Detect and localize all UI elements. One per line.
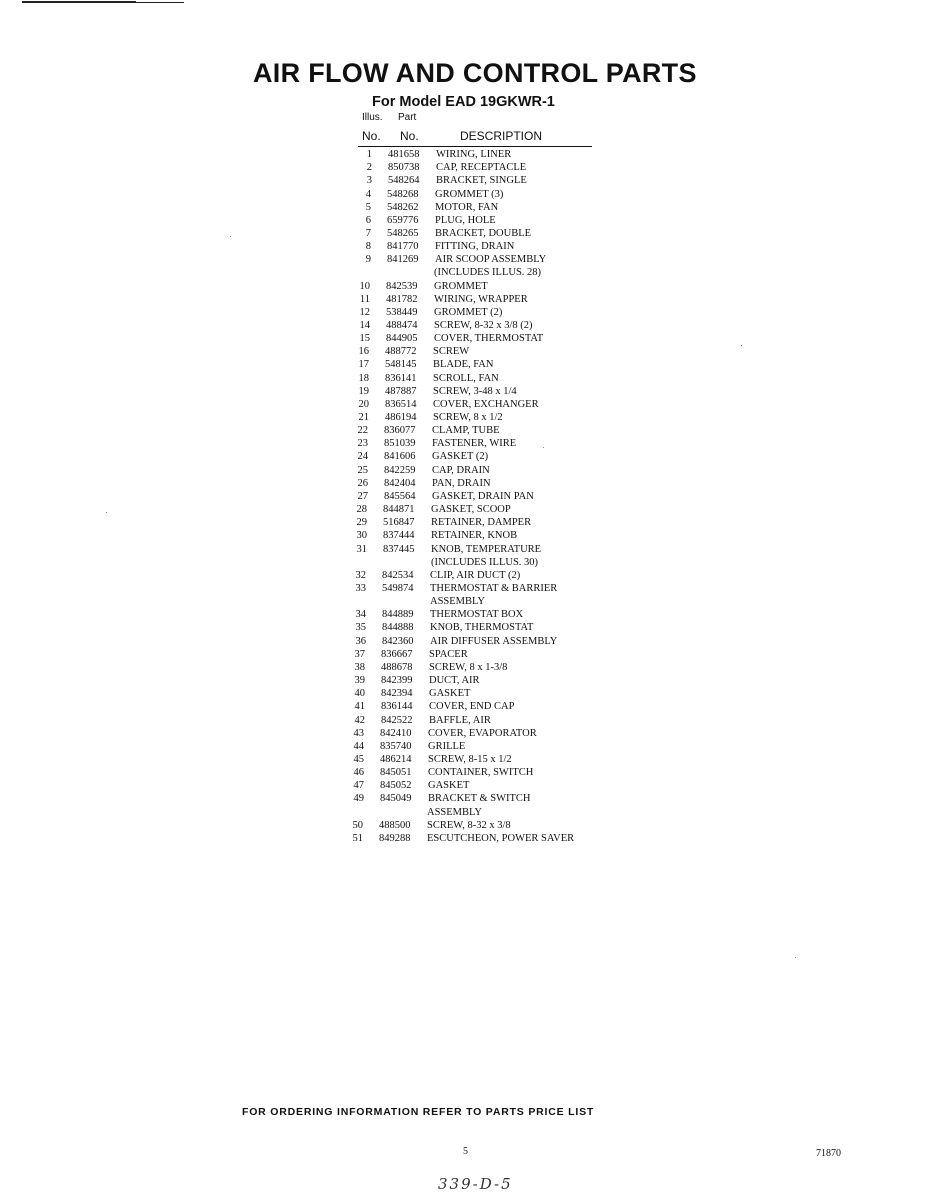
part-description: ASSEMBLY — [427, 806, 482, 818]
part-number: 842410 — [380, 727, 412, 739]
table-row — [0, 661, 948, 674]
part-description: THERMOSTAT & BARRIER — [430, 582, 558, 594]
illus-number: 28 — [356, 504, 367, 516]
scan-speck — [230, 236, 231, 237]
part-number: 836141 — [385, 372, 417, 384]
part-description: CLAMP, TUBE — [432, 425, 500, 437]
part-number: 844905 — [386, 333, 418, 345]
model-subtitle: For Model EAD 19GKWR-1 — [372, 94, 555, 110]
part-description: SCREW, 8 x 1/2 — [433, 412, 503, 423]
header-part-label: Part — [398, 112, 417, 123]
table-row — [0, 477, 948, 490]
part-number: 842394 — [381, 688, 413, 700]
part-description: BAFFLE, AIR — [429, 714, 491, 726]
part-number: 841770 — [387, 241, 419, 252]
part-description: COVER, THERMOSTAT — [434, 333, 544, 345]
part-number: 844888 — [382, 622, 414, 634]
page-number: 5 — [463, 1146, 468, 1157]
part-description: COVER, END CAP — [429, 701, 515, 713]
illus-number: 41 — [354, 701, 365, 713]
illus-number: 3 — [366, 175, 372, 187]
table-row — [0, 201, 948, 214]
table-row — [0, 806, 948, 819]
table-row — [0, 556, 948, 569]
table-row — [0, 529, 948, 542]
part-description: BRACKET & SWITCH — [428, 793, 531, 805]
part-description: ESCUTCHEON, POWER SAVER — [427, 832, 575, 844]
table-row — [0, 766, 948, 779]
table-row — [0, 516, 948, 529]
part-number: 488772 — [385, 346, 417, 358]
table-row — [0, 253, 948, 266]
part-description: CAP, DRAIN — [432, 464, 490, 476]
illus-number: 50 — [352, 819, 363, 831]
table-row — [0, 424, 948, 437]
part-number: 842259 — [384, 464, 416, 476]
table-row — [0, 832, 948, 845]
part-number: 488474 — [386, 320, 418, 331]
table-row — [0, 358, 948, 371]
part-number: 845052 — [380, 780, 412, 792]
illus-number: 15 — [359, 333, 370, 345]
part-description: SCREW, 8-32 x 3/8 — [427, 819, 511, 831]
part-description: (INCLUDES ILLUS. 28) — [434, 267, 542, 279]
illus-number: 25 — [357, 464, 368, 476]
part-description: SCREW, 8-15 x 1/2 — [428, 753, 512, 765]
part-number: 548145 — [385, 359, 417, 371]
part-number: 481658 — [388, 149, 420, 160]
part-description: KNOB, THERMOSTAT — [430, 622, 534, 634]
part-number: 842534 — [382, 569, 414, 581]
part-number: 842399 — [381, 675, 413, 686]
part-number: 849288 — [379, 832, 411, 844]
illus-number: 39 — [354, 675, 365, 686]
part-description: PAN, DRAIN — [432, 477, 491, 489]
illus-number: 9 — [365, 254, 371, 266]
table-row — [0, 779, 948, 792]
part-description: GASKET — [428, 780, 470, 792]
illus-number: 43 — [353, 727, 364, 739]
table-row — [0, 621, 948, 634]
part-description: SCREW — [433, 346, 470, 358]
illus-number: 40 — [354, 688, 365, 700]
illus-number: 45 — [353, 753, 364, 765]
part-description: GROMMET (3) — [435, 188, 504, 200]
part-number: 481782 — [386, 293, 418, 305]
part-description: KNOB, TEMPERATURE — [431, 543, 542, 555]
table-row — [0, 319, 948, 332]
table-row — [0, 266, 948, 279]
part-description: WIRING, LINER — [436, 149, 512, 160]
part-number: 845049 — [380, 793, 412, 805]
illus-number: 12 — [359, 306, 370, 318]
illus-number: 14 — [359, 320, 370, 331]
ordering-note: FOR ORDERING INFORMATION REFER TO PARTS PRICE LIST — [242, 1106, 595, 1118]
illus-number: 35 — [355, 622, 366, 634]
part-number: 488500 — [379, 819, 411, 831]
part-description: BRACKET, SINGLE — [436, 175, 527, 187]
illus-number: 8 — [365, 241, 371, 252]
table-row — [0, 372, 948, 385]
part-description: GRILLE — [428, 740, 466, 752]
illus-number: 29 — [356, 517, 367, 529]
part-number: 842522 — [381, 714, 413, 726]
part-description: MOTOR, FAN — [435, 201, 499, 213]
table-row — [0, 648, 948, 661]
part-number: 836077 — [384, 425, 416, 437]
table-row — [0, 819, 948, 832]
part-number: 851039 — [384, 438, 416, 450]
table-row — [0, 293, 948, 306]
illus-number: 5 — [365, 201, 371, 213]
part-number: 488678 — [381, 661, 413, 673]
part-description: RETAINER, DAMPER — [431, 517, 532, 529]
illus-number: 7 — [365, 227, 371, 239]
table-row — [0, 792, 948, 805]
part-description: BLADE, FAN — [433, 359, 494, 371]
table-row — [0, 161, 948, 174]
part-description: SCREW, 3-48 x 1/4 — [433, 385, 517, 397]
part-number: 548268 — [387, 188, 419, 200]
table-row — [0, 490, 948, 503]
part-description: SCREW, 8-32 x 3/8 (2) — [434, 320, 533, 331]
part-number: 842539 — [386, 280, 418, 292]
table-row — [0, 464, 948, 477]
part-number: 835740 — [380, 740, 412, 752]
table-row — [0, 450, 948, 463]
part-number: 841606 — [384, 451, 416, 463]
part-description: GROMMET (2) — [434, 306, 503, 318]
part-description: GASKET, SCOOP — [431, 504, 511, 516]
page-title: AIR FLOW AND CONTROL PARTS — [253, 58, 697, 88]
scan-speck — [795, 957, 796, 958]
table-row — [0, 740, 948, 753]
illus-number: 30 — [356, 530, 367, 542]
header-illus-no: No. — [362, 129, 381, 143]
table-row — [0, 398, 948, 411]
table-row — [0, 188, 948, 201]
table-row — [0, 608, 948, 621]
part-description: SPACER — [429, 648, 468, 660]
part-description: AIR DIFFUSER ASSEMBLY — [430, 635, 558, 647]
table-row — [0, 543, 948, 556]
table-row — [0, 437, 948, 450]
illus-number: 26 — [357, 477, 368, 489]
table-row — [0, 569, 948, 582]
part-number: 837445 — [383, 543, 415, 555]
table-row — [0, 411, 948, 424]
illus-number: 6 — [365, 214, 371, 226]
illus-number: 38 — [354, 661, 365, 673]
part-number: 487887 — [385, 385, 417, 397]
illus-number: 46 — [353, 767, 364, 779]
part-number: 516847 — [383, 517, 415, 529]
illus-number: 18 — [358, 372, 369, 384]
table-row — [0, 700, 948, 713]
table-row — [0, 306, 948, 319]
illus-number: 1 — [366, 149, 372, 160]
part-number: 841269 — [387, 254, 419, 266]
part-number: 850738 — [388, 162, 420, 174]
table-row — [0, 714, 948, 727]
scan-speck — [741, 345, 742, 346]
part-description: (INCLUDES ILLUS. 30) — [431, 556, 539, 568]
part-description: THERMOSTAT BOX — [430, 609, 524, 621]
header-rule — [358, 146, 592, 147]
illus-number: 4 — [365, 188, 371, 200]
part-number: 659776 — [387, 214, 419, 226]
table-row — [0, 503, 948, 516]
part-description: GASKET, DRAIN PAN — [432, 490, 534, 502]
part-number: 844889 — [382, 609, 414, 621]
part-description: DUCT, AIR — [429, 675, 480, 686]
illus-number: 20 — [358, 398, 369, 410]
part-number: 836144 — [381, 701, 413, 713]
part-description: CAP, RECEPTACLE — [436, 162, 527, 174]
illus-number: 21 — [358, 412, 369, 423]
part-description: COVER, EVAPORATOR — [428, 727, 537, 739]
illus-number: 42 — [354, 714, 365, 726]
illus-number: 49 — [353, 793, 364, 805]
illus-number: 37 — [354, 648, 365, 660]
table-row — [0, 280, 948, 293]
header-part-no: No. — [400, 129, 419, 143]
part-number: 842404 — [384, 477, 416, 489]
illus-number: 27 — [357, 490, 368, 502]
table-row — [0, 687, 948, 700]
part-description: SCROLL, FAN — [433, 372, 499, 384]
illus-number: 24 — [357, 451, 368, 463]
table-row — [0, 727, 948, 740]
part-number: 548262 — [387, 201, 419, 213]
part-number: 486194 — [385, 412, 417, 423]
table-row — [0, 582, 948, 595]
part-description: PLUG, HOLE — [435, 214, 496, 226]
illus-number: 34 — [355, 609, 366, 621]
illus-number: 31 — [356, 543, 367, 555]
table-row — [0, 595, 948, 608]
part-description: FITTING, DRAIN — [435, 241, 515, 252]
part-description: GROMMET — [434, 280, 488, 292]
table-row — [0, 635, 948, 648]
part-number: 837444 — [383, 530, 415, 542]
part-description: SCREW, 8 x 1-3/8 — [429, 661, 508, 673]
table-row — [0, 753, 948, 766]
top-rule-thin — [22, 2, 184, 3]
scan-speck — [543, 447, 544, 448]
header-illus-label: Illus. — [362, 112, 383, 123]
part-number: 844871 — [383, 504, 415, 516]
illus-number: 10 — [359, 280, 370, 292]
header-description: DESCRIPTION — [460, 129, 543, 143]
illus-number: 11 — [359, 293, 370, 305]
illus-number: 36 — [355, 635, 366, 647]
part-number: 836667 — [381, 648, 413, 660]
illus-number: 17 — [358, 359, 369, 371]
illus-number: 22 — [357, 425, 368, 437]
part-number: 538449 — [386, 306, 418, 318]
part-number: 548265 — [387, 227, 419, 239]
scan-speck — [106, 512, 107, 513]
part-description: BRACKET, DOUBLE — [435, 227, 532, 239]
table-row — [0, 214, 948, 227]
part-number: 845051 — [380, 767, 412, 779]
table-row — [0, 385, 948, 398]
part-number: 549874 — [382, 582, 414, 594]
part-description: WIRING, WRAPPER — [434, 293, 528, 305]
part-description: CONTAINER, SWITCH — [428, 767, 534, 779]
part-description: CLIP, AIR DUCT (2) — [430, 569, 521, 581]
illus-number: 33 — [355, 582, 366, 594]
part-description: GASKET (2) — [432, 451, 489, 463]
illus-number: 2 — [366, 162, 372, 174]
table-row — [0, 674, 948, 687]
illus-number: 32 — [355, 569, 366, 581]
table-row — [0, 174, 948, 187]
illus-number: 44 — [353, 740, 364, 752]
document-code: 71870 — [816, 1148, 841, 1159]
part-number: 548264 — [388, 175, 420, 187]
illus-number: 19 — [358, 385, 369, 397]
part-description: AIR SCOOP ASSEMBLY — [435, 254, 547, 266]
illus-number: 51 — [352, 832, 363, 844]
part-description: GASKET — [429, 688, 471, 700]
part-number: 486214 — [380, 753, 412, 765]
illus-number: 16 — [358, 346, 369, 358]
illus-number: 23 — [357, 438, 368, 450]
table-row — [0, 227, 948, 240]
part-description: RETAINER, KNOB — [431, 530, 518, 542]
table-row — [0, 148, 948, 161]
part-description: FASTENER, WIRE — [432, 438, 517, 450]
table-row — [0, 332, 948, 345]
part-description: ASSEMBLY — [430, 596, 485, 608]
part-number: 845564 — [384, 490, 416, 502]
table-row — [0, 240, 948, 253]
part-description: COVER, EXCHANGER — [433, 398, 539, 410]
part-number: 842360 — [382, 635, 414, 647]
handwritten-note: 339-D-5 — [438, 1175, 513, 1193]
part-number: 836514 — [385, 398, 417, 410]
illus-number: 47 — [353, 780, 364, 792]
table-row — [0, 345, 948, 358]
